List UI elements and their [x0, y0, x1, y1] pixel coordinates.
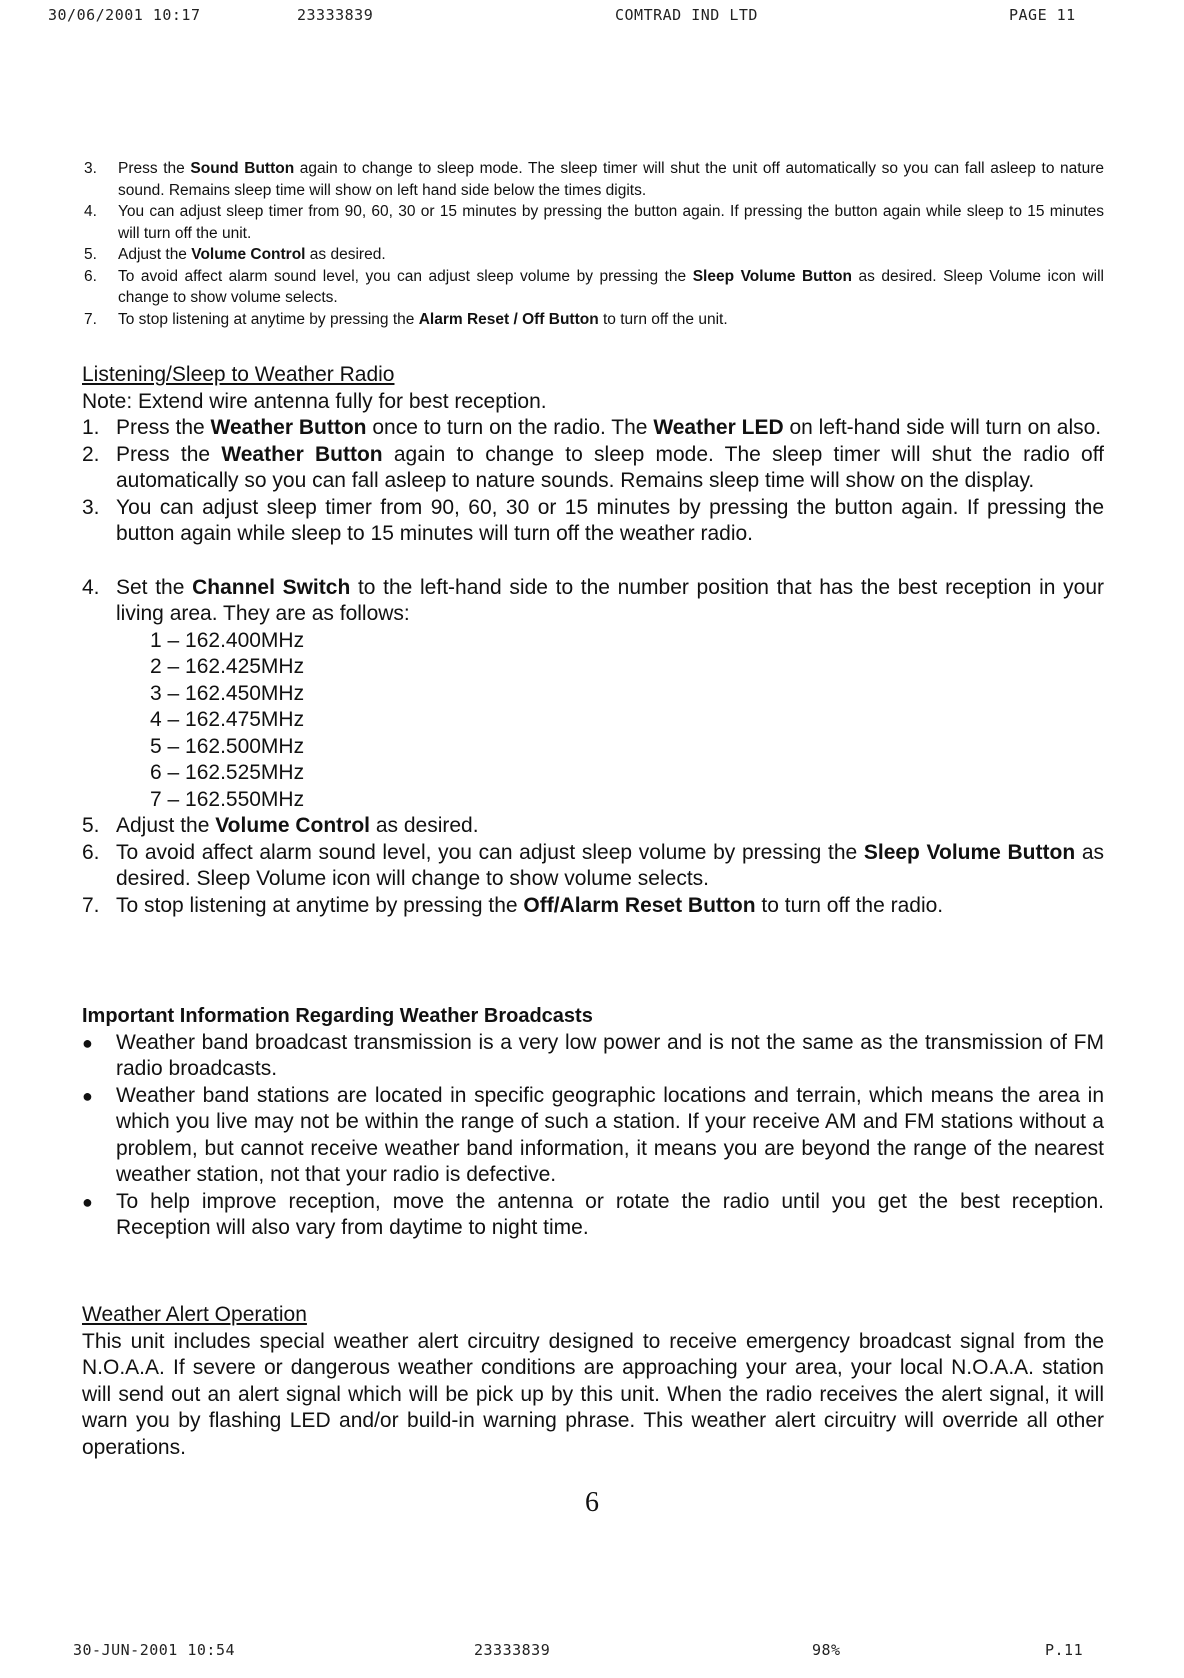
list-item-number: 1.: [82, 416, 100, 439]
text-run: as desired.: [305, 246, 386, 263]
text-run: to the left-hand side to the number position that has the best reception in your living area. They are as follows:: [116, 575, 1105, 625]
weather-steps-b: [82, 813, 1104, 919]
list-item-number: 3.: [82, 495, 100, 519]
text-run: Set the: [116, 575, 193, 599]
list-item-text: [116, 442, 1104, 495]
bullet-icon: ●: [82, 1032, 93, 1053]
list-item-number: 6.: [82, 840, 100, 864]
list-item-number: 4.: [84, 203, 97, 220]
list-item: [82, 813, 1104, 840]
list-item-number: 7.: [82, 893, 100, 917]
list-item-text: [116, 575, 1104, 628]
sleep-steps-list: [84, 158, 1104, 330]
bold-term: Weather Button: [210, 416, 367, 439]
bullet-icon: ●: [82, 1191, 93, 1212]
text-run: You can adjust sleep timer from 90, 60, 30 or 15 minutes by pressing the button again. If pressing the button again while sleep to 15 minutes will turn off the unit.: [118, 203, 1104, 242]
weather-radio-note: Note: Extend wire antenna fully for best reception.: [82, 389, 547, 413]
list-item-text: [118, 266, 1104, 309]
bullet-item: [82, 1083, 1104, 1189]
list-item-text: [116, 415, 1104, 442]
frequency-list: [82, 628, 1104, 814]
frequency-item: 3 – 162.450MHz: [150, 681, 305, 705]
list-item-number: 2.: [82, 442, 100, 466]
list-item: [82, 893, 1104, 920]
list-item-number: 3.: [84, 160, 97, 177]
list-item: [84, 158, 1104, 201]
bullet-text: To help improve reception, move the antenna or rotate the radio until you get the best reception. Reception will also vary from daytime to night time.: [116, 1189, 1104, 1239]
fax-footer-page: P.11: [1045, 1641, 1084, 1659]
text-run: Adjust the: [116, 814, 216, 837]
list-item-text: [116, 495, 1104, 548]
text-run: Press the: [118, 160, 191, 177]
text-run: again to change to sleep mode. The sleep timer will shut the radio off automatically so you can fall asleep to nature sounds. Remains sleep time will show on the display.: [116, 442, 1104, 492]
text-run: Press the: [116, 442, 222, 466]
bullet-text: Weather band broadcast transmission is a very low power and is not the same as the transmission of FM radio broadcasts.: [116, 1030, 1104, 1080]
alert-title: Weather Alert Operation: [82, 1303, 307, 1326]
alert-section: [82, 1302, 1104, 1461]
list-item: [82, 415, 1104, 442]
fax-footer-datetime: 30-JUN-2001 10:54: [73, 1641, 236, 1659]
important-section: [82, 1003, 1104, 1242]
important-bullets: [82, 1030, 1104, 1242]
text-run: Adjust the: [118, 246, 192, 263]
fax-header-datetime: 30/06/2001 10:17: [48, 6, 201, 24]
alert-body: This unit includes special weather alert circuitry designed to receive emergency broadcast signal from the N.O.A.A. If severe or dangerous weather conditions are approaching your area, your local N.O.A.A. station will send out an alert signal which will be pick up by this unit. When the radio receives the alert signal, it will warn you by flashing LED and/or build-in warning phrase. This weather alert circuitry will override all other operations.: [82, 1329, 1104, 1459]
list-item-number: 7.: [84, 310, 97, 328]
list-item-text: [116, 813, 1104, 840]
list-item-number: 5.: [84, 246, 97, 263]
fax-header-company: COMTRAD IND LTD: [615, 6, 758, 24]
list-item: [84, 309, 1104, 331]
frequency-item: 5 – 162.500MHz: [150, 734, 305, 758]
bold-term: Off/Alarm Reset Button: [523, 893, 756, 917]
important-title: Important Information Regarding Weather Broadcasts: [82, 1005, 593, 1027]
weather-radio-title: Listening/Sleep to Weather Radio: [82, 363, 395, 386]
list-item-number: 6.: [84, 267, 97, 285]
list-item-text: [116, 840, 1104, 893]
bold-term: Sleep Volume Button: [863, 840, 1076, 864]
bullet-item: [82, 1030, 1104, 1083]
bullet-icon: ●: [82, 1085, 93, 1106]
bold-term: Sleep Volume Button: [692, 267, 852, 285]
list-item: [84, 266, 1104, 309]
text-run: as desired. Sleep Volume icon will change to show volume selects.: [116, 840, 1105, 890]
text-run: Press the: [116, 416, 211, 439]
page-number: 6: [585, 1487, 599, 1518]
text-run: to turn off the unit.: [598, 310, 728, 328]
weather-step-4: [82, 575, 1104, 628]
list-item: [82, 495, 1104, 548]
list-item-text: [118, 158, 1104, 201]
text-run: To avoid affect alarm sound level, you can adjust sleep volume by pressing the: [118, 267, 693, 285]
list-item-number: 4.: [82, 575, 100, 599]
list-item-text: [116, 893, 1104, 920]
weather-steps-a: [82, 415, 1104, 548]
bullet-text: Weather band stations are located in specific geographic locations and terrain, which means the area in which you live may not be within the range of such a station. If your receive AM and FM stations without a problem, but cannot receive weather band information, it means you are beyond the range of the nearest weather station, not that your radio is defective.: [116, 1083, 1104, 1186]
text-run: once to turn on the radio. The: [366, 416, 654, 439]
frequency-item: 7 – 162.550MHz: [150, 787, 305, 811]
text-run: as desired. Sleep Volume icon will change to show volume selects.: [118, 267, 1104, 306]
list-item-text: [118, 309, 1104, 331]
bold-term: Weather Button: [221, 442, 383, 466]
frequency-item: 4 – 162.475MHz: [150, 708, 305, 731]
fax-header-number: 23333839: [297, 6, 374, 24]
fax-footer-number: 23333839: [474, 1641, 551, 1659]
list-item-text: [118, 201, 1104, 244]
list-item: [82, 575, 1104, 628]
text-run: on left-hand side will turn on also.: [783, 416, 1102, 439]
text-run: To stop listening at anytime by pressing the: [116, 893, 524, 917]
bullet-item: [82, 1189, 1104, 1242]
text-run: again to change to sleep mode. The sleep timer will shut the unit off automatically so you can fall asleep to nature sound. Remains sleep time will show on left hand side below the times digits.: [118, 160, 1105, 199]
frequency-item: 2 – 162.425MHz: [150, 655, 305, 678]
list-item-number: 5.: [82, 814, 100, 837]
fax-footer-percent: 98%: [812, 1641, 841, 1659]
bold-term: Volume Control: [215, 814, 371, 837]
text-run: To avoid affect alarm sound level, you can adjust sleep volume by pressing the: [116, 840, 864, 864]
text-run: to turn off the radio.: [755, 893, 944, 917]
list-item: [84, 201, 1104, 244]
bold-term: Weather LED: [653, 416, 784, 439]
bold-term: Sound Button: [190, 160, 295, 177]
text-run: as desired.: [370, 814, 479, 837]
text-run: You can adjust sleep timer from 90, 60, 30 or 15 minutes by pressing the button again. If pressing the button again while sleep to 15 minutes will turn off the weather radio.: [116, 495, 1104, 545]
fax-header-page: PAGE 11: [1009, 6, 1076, 24]
bold-term: Channel Switch: [192, 575, 351, 599]
frequency-item: 1 – 162.400MHz: [150, 628, 305, 652]
text-run: To stop listening at anytime by pressing the: [118, 310, 419, 328]
list-item-text: [118, 244, 1104, 266]
list-item: [82, 442, 1104, 495]
weather-radio-section: [82, 362, 1104, 919]
list-item: [82, 840, 1104, 893]
frequency-item: 6 – 162.525MHz: [150, 761, 305, 784]
bold-term: Alarm Reset / Off Button: [418, 310, 599, 328]
bold-term: Volume Control: [191, 246, 306, 263]
list-item: [84, 244, 1104, 266]
